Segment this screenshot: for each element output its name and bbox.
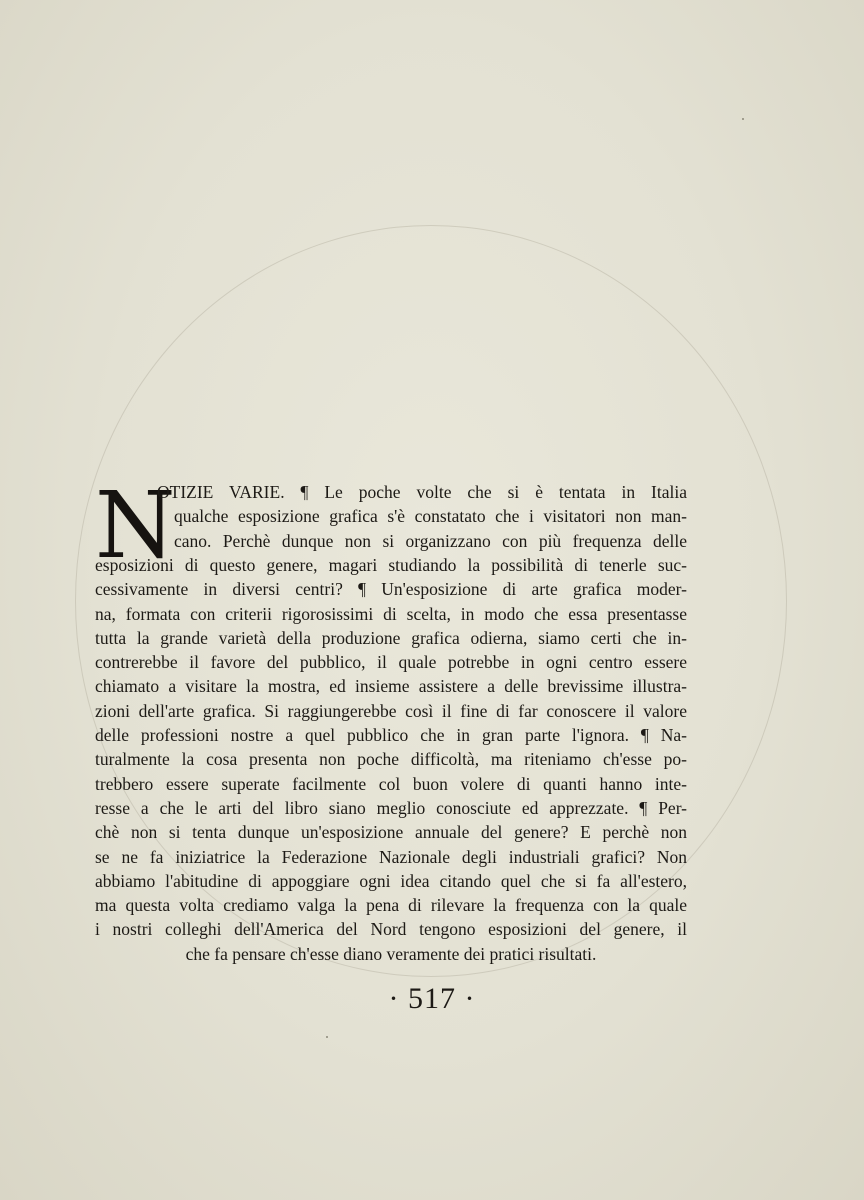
page-number: · 517 · bbox=[388, 982, 476, 1015]
text-line: trebbero essere superate facilmente col buon volere di quanti hanno inte- bbox=[95, 773, 687, 794]
text-line: delle professioni nostre a quel pubblico che in gran parte l'ignora. ¶ Na- bbox=[95, 725, 687, 745]
text-line: OTIZIE VARIE. ¶ Le poche volte che si è tentata in Italia bbox=[157, 482, 687, 502]
text-line: turalmente la cosa presenta non poche difficoltà, ma riteniamo ch'esse po- bbox=[95, 749, 687, 770]
text-line: contrerebbe il favore del pubblico, il quale potrebbe in ogni centro essere bbox=[95, 652, 687, 673]
text-line: esposizioni di questo genere, magari studiando la possibilità di tenerle suc- bbox=[95, 554, 687, 575]
text-line: abbiamo l'abitudine di appoggiare ogni idea citando quel che si fa all'estero, bbox=[95, 870, 687, 891]
text-line: i nostri colleghi dell'America del Nord tengono esposizioni del genere, il bbox=[95, 919, 687, 940]
text-line: cano. Perchè dunque non si organizzano con più frequenza delle bbox=[174, 530, 687, 551]
text-line: tutta la grande varietà della produzione grafica odierna, siamo certi che in- bbox=[95, 627, 687, 648]
paper-speck bbox=[742, 118, 744, 120]
text-line: cessivamente in diversi centri? ¶ Un'esposizione di arte grafica moder- bbox=[95, 579, 687, 600]
text-line: chè non si tenta dunque un'esposizione annuale del genere? E perchè non bbox=[95, 822, 687, 843]
paper-speck bbox=[326, 1036, 328, 1038]
text-line: zioni dell'arte grafica. Si raggiungerebbe così il fine di far conoscere il valore bbox=[95, 700, 687, 721]
text-line: na, formata con criterii rigorosissimi di scelta, in modo che essa presentasse bbox=[95, 603, 687, 624]
drop-cap: N bbox=[95, 472, 176, 579]
article-notizie-varie bbox=[95, 472, 687, 970]
text-line: se ne fa iniziatrice la Federazione Nazionale degli industriali grafici? Non bbox=[95, 846, 687, 867]
text-line: ma questa volta crediamo valga la pena di rilevare la frequenza con la quale bbox=[95, 895, 687, 916]
text-line-last: che fa pensare ch'esse diano veramente dei pratici risultati. bbox=[185, 943, 597, 964]
text-line: resse a che le arti del libro siano meglio conosciute ed apprezzate. ¶ Per- bbox=[95, 797, 687, 818]
text-line: chiamato a visitare la mostra, ed insieme assistere a delle brevissime illustra- bbox=[95, 676, 687, 697]
text-line: qualche esposizione grafica s'è constatato che i visitatori non man- bbox=[174, 506, 687, 527]
